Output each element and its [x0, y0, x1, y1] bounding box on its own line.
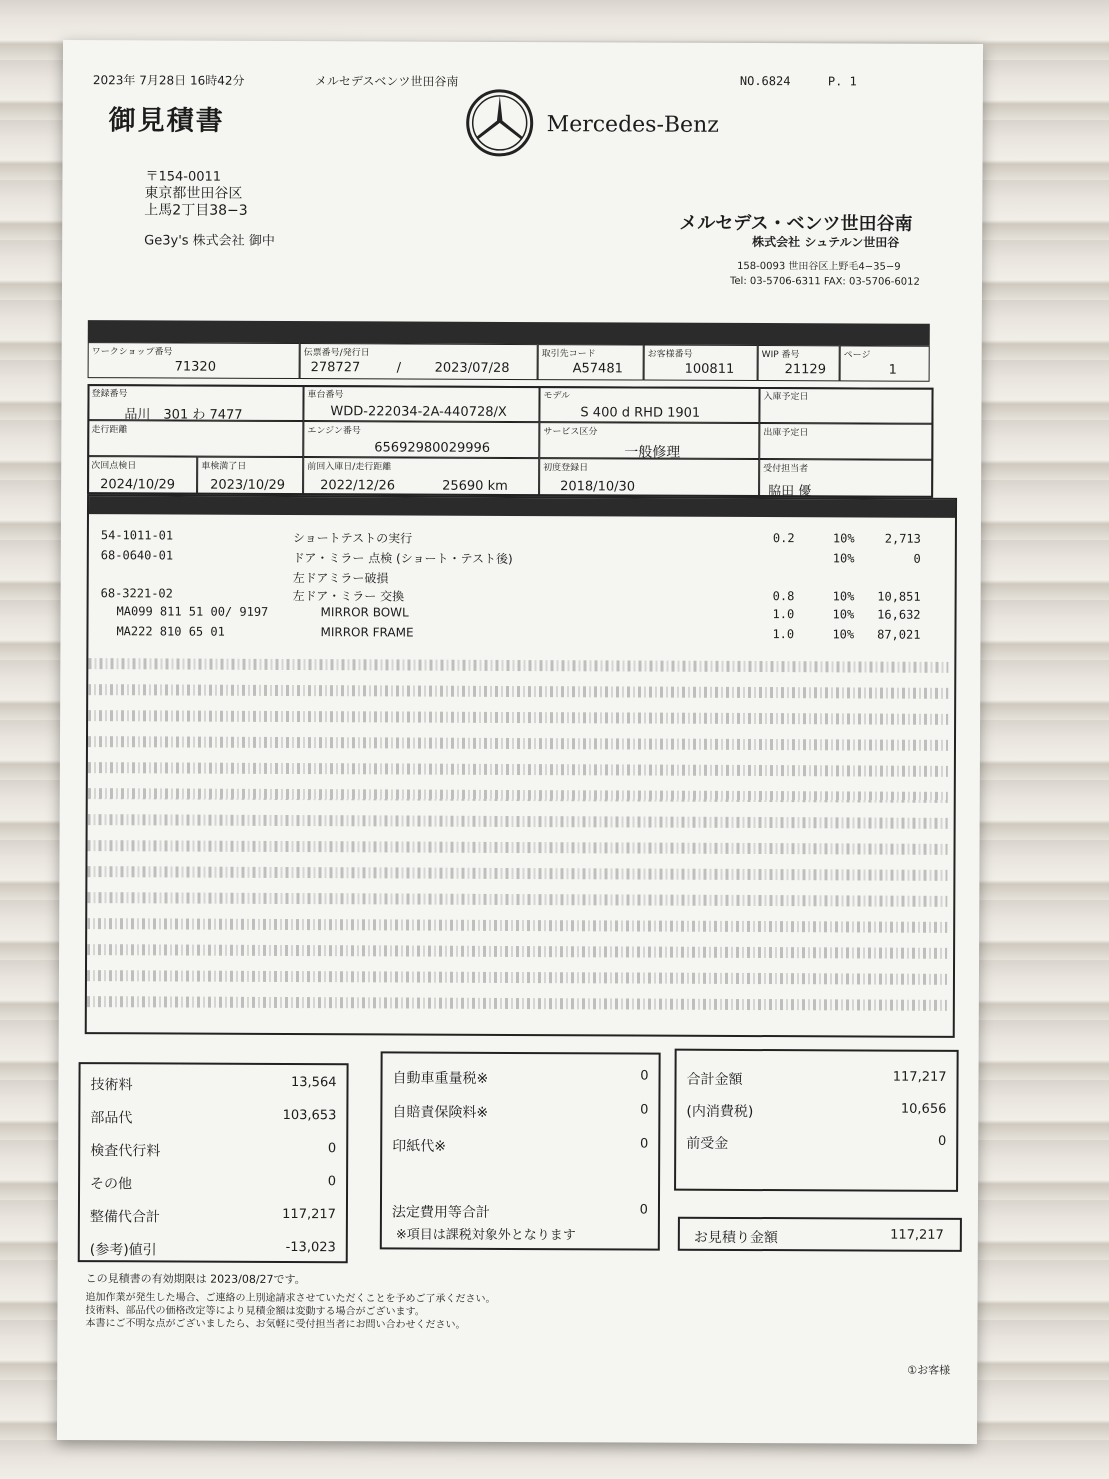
engine-number: 65692980029996: [374, 440, 491, 456]
customer-no-cell: お客様番号 100811: [644, 345, 758, 381]
summary-row: [392, 1201, 648, 1222]
summary-value: 117,217: [282, 1206, 336, 1223]
summary-value: 0: [639, 1202, 648, 1218]
summary-value: 0: [640, 1102, 649, 1118]
mercedes-star-logo-icon: [465, 88, 535, 158]
workshop-cell: ワークショップ番号 71320: [88, 342, 300, 379]
customer-address-2: 上馬2丁目38−3: [144, 202, 248, 219]
footer-note-1: 追加作業が発生した場合、ご連絡の上別途請求させていただくことを予めご了承ください。: [85, 1292, 496, 1305]
summary-label: 前受金: [686, 1135, 729, 1152]
summary-label: (参考)値引: [89, 1242, 157, 1259]
staff-name: 脇田 優: [768, 484, 812, 500]
summary-row: [90, 1074, 336, 1095]
line-amount: 0: [913, 551, 921, 566]
summary-row: [90, 1107, 336, 1128]
customer-number: 100811: [684, 361, 735, 377]
client-code-cell: 取引先コード A57481: [538, 344, 644, 380]
line-quantity: 1.0: [772, 607, 795, 622]
line-code: 54-1011-01: [100, 528, 174, 543]
line-tax-rate: 10%: [832, 551, 855, 566]
slip-cell: 伝票番号/発行日 278727 / 2023/07/28: [300, 343, 538, 380]
workshop-number: 71320: [174, 359, 217, 375]
dealer-short-name: メルセデスベンツ世田谷南: [314, 74, 459, 89]
summary-label: 検査代行料: [90, 1143, 161, 1160]
client-code: A57481: [572, 361, 623, 377]
page-number: 1: [888, 362, 897, 378]
summary-value: 0: [639, 1136, 649, 1152]
document-title: 御見積書: [108, 105, 225, 137]
estimate-amount-box: [678, 1217, 962, 1252]
summary-label: 自動車重量税※: [392, 1070, 489, 1087]
line-quantity: 0.8: [772, 589, 795, 604]
dealer-name: メルセデス・ベンツ世田谷南: [679, 212, 913, 235]
first-registration-date: 2018/10/30: [560, 479, 636, 495]
vehicle-model: S 400 d RHD 1901: [580, 405, 701, 421]
line-amount: 2,713: [884, 531, 921, 546]
summary-value: 0: [327, 1141, 337, 1157]
summary-label: 法定費用等合計: [391, 1204, 490, 1221]
summary-label: 自賠責保険料※: [392, 1104, 489, 1121]
line-description: 左ドア・ミラー 交換: [292, 589, 405, 604]
line-description: 左ドアミラー破損: [292, 571, 389, 586]
page-indicator: P. 1: [827, 74, 857, 89]
dealer-tel-fax: Tel: 03-5706-6311 FAX: 03-5706-6012: [729, 275, 920, 288]
summary-value: -13,023: [285, 1239, 336, 1256]
summary-value: 103,653: [282, 1107, 337, 1124]
summary-row: [686, 1133, 946, 1154]
line-description: ショートテストの実行: [292, 531, 413, 546]
summary-label: 部品代: [90, 1110, 133, 1127]
faded-rows: [63, 40, 983, 44]
inspection-expiry-date: 2023/10/29: [210, 477, 286, 493]
summary-label: 整備代合計: [89, 1209, 160, 1226]
line-tax-rate: 10%: [832, 589, 855, 604]
estimate-amount-label: お見積り金額: [693, 1229, 778, 1247]
line-amount: 10,851: [877, 589, 921, 604]
brand-name: Mercedes-Benz: [546, 112, 719, 138]
line-description: MIRROR BOWL: [320, 605, 409, 620]
summary-label: 技術料: [90, 1077, 133, 1094]
summary-label: 合計金額: [686, 1071, 743, 1088]
dealer-address: 158-0093 世田谷区上野毛4−35−9: [737, 260, 901, 273]
previous-mileage: 25690 km: [442, 478, 508, 494]
summary-row: [90, 1140, 336, 1161]
line-tax-rate: 10%: [832, 607, 855, 622]
summary-label: (内消費税): [686, 1103, 754, 1121]
summary-label: その他: [90, 1176, 133, 1193]
customer-address-1: 東京都世田谷区: [144, 185, 243, 202]
summary-left-box: [78, 1062, 349, 1263]
wip-cell: WIP 番号 21129: [758, 345, 840, 381]
copy-type: ①お客様: [907, 1363, 951, 1377]
summary-row: [686, 1069, 946, 1090]
summary-row: [392, 1135, 648, 1156]
statutory-note: ※項目は課税対象外となります: [395, 1227, 576, 1244]
line-code: 68-0640-01: [100, 548, 174, 563]
customer-name: Ge3y's 株式会社 御中: [144, 233, 275, 249]
summary-value: 0: [327, 1174, 337, 1190]
slip-date: 2023/07/28: [434, 360, 510, 376]
chassis-number: WDD-222034-2A-440728/X: [330, 404, 507, 420]
summary-row: [90, 1173, 336, 1194]
summary-statutory-box: [380, 1051, 661, 1250]
summary-total-box: [674, 1049, 959, 1192]
dealer-company: 株式会社 シュテルン世田谷: [752, 235, 900, 250]
summary-value: 10,656: [900, 1101, 947, 1117]
footer-note-3: 本書にご不明な点がございましたら、お気軽に受付担当者にお問い合わせください。: [85, 1318, 466, 1331]
line-quantity: 0.2: [772, 531, 795, 546]
print-datetime: 2023年 7月28日 16時42分: [92, 73, 245, 88]
slip-number: 278727: [310, 360, 361, 376]
summary-row: [392, 1067, 648, 1088]
summary-value: 13,564: [290, 1075, 337, 1091]
line-amount: 16,632: [877, 607, 921, 622]
line-description: ドア・ミラー 点検 (ショート・テスト後): [292, 551, 513, 566]
next-inspection-date: 2024/10/29: [100, 477, 176, 493]
line-tax-rate: 10%: [832, 531, 855, 546]
estimate-amount-value: 117,217: [890, 1227, 944, 1243]
service-category: 一般修理: [624, 444, 681, 461]
line-amount: 87,021: [877, 627, 921, 642]
customer-postal: 〒154-0011: [145, 169, 222, 185]
line-quantity: 1.0: [772, 627, 795, 642]
line-code: MA222 810 65 01: [116, 624, 225, 639]
summary-row: [90, 1239, 336, 1260]
summary-row: [392, 1101, 648, 1122]
summary-row: [686, 1101, 946, 1122]
table-header-bar-redacted: [89, 496, 955, 518]
page-cell: ページ 1: [840, 345, 930, 381]
line-code: MA099 811 51 00/ 9197: [116, 604, 269, 619]
validity-note: この見積書の有効期限は 2023/08/27です。: [85, 1272, 306, 1287]
line-code: 68-3221-02: [100, 586, 173, 601]
line-tax-rate: 10%: [832, 627, 855, 642]
summary-value: 0: [640, 1068, 649, 1084]
wip-number: 21129: [784, 362, 827, 378]
registration-number: 品川 301 わ 7477: [124, 407, 243, 423]
footer-note-2: 技術料、部品代の価格改定等により見積金額は変動する場合がございます。: [85, 1305, 425, 1318]
previous-visit-date: 2022/12/26: [320, 478, 396, 494]
line-description: MIRROR FRAME: [320, 625, 414, 640]
summary-value: 117,217: [892, 1069, 947, 1085]
document-number: NO.6824: [739, 73, 791, 89]
summary-label: 印紙代※: [392, 1138, 447, 1155]
summary-row: [90, 1206, 336, 1227]
estimate-document: 2023年 7月28日 16時42分 メルセデスベンツ世田谷南 NO.6824 P. 1 御見積書 Mercedes-Benz 〒154-0011 東京都世田谷区 上馬2丁目38−3 Ge3y's 株式会社 御中 メルセデス・ベンツ世田谷南 株式会社 シュテルン世田谷 158-0093 世田谷区上野毛4−35−9 Tel: 03-5706-6311 FAX: 03-5706-6012 ワークショップ番号 71320 伝票番号/発行日 278727 / 2023/07/28 取引先コード A57481 お客様番号 100811 WIP 番号 21129 ページ 1 登録番号 品川 301 わ 7477 車台番号 WDD-222034-2A-440728/X モデル S 400 d RHD 1901 入庫予定日 走行距離 エンジン番号 65692980029996 サービス区分 一般修理 出庫予定日 次回点検日 2024/10/29 車検満了日 2023/10/29 前回入庫日/走行距離 2022/12/26 25690 km 初度登録日 2018/10/30 受付担当者 脇田 優 54-1011-01 ショートテストの実行 0.2 10% 2,713 68-0640-01 ドア・ミラー 点検 (ショート・テスト後) 10% 0 左ドアミラー破損 68-3221-02 左ドア・ミラー 交換 0.8 10% 10,851 MA099 811 51 00/ 9197 MIRROR BOWL 1.0 10% 16,632 MA222 810 65 01 MIRROR FRAME 1.0 10% 87,021 技術料 13,564 部品代 103,653 検査代行料 0 その他 0 整備代合計 117,217 (参考)値引 -13,023 自動車重量税※ 0 自賠責保険料※ 0 印紙代※ 0 法定費用等合計 0 ※項目は課税対象外となります 合計金額 117,217 (内消費税) 10,656 前受金 0 お見積り金額 117,217 この見積書の有効期限は 2023/08/27です。 追加作業が発生した場合、ご連絡の上別途請求させていただくことを予めご了承ください。 技術料、部品代の価格改定等により見積金額は変動する場合がございます。 本書にご不明な点がございましたら、お気軽に受付担当者にお問い合わせください。 ①お客様: [57, 40, 983, 1444]
summary-value: 0: [937, 1133, 947, 1149]
